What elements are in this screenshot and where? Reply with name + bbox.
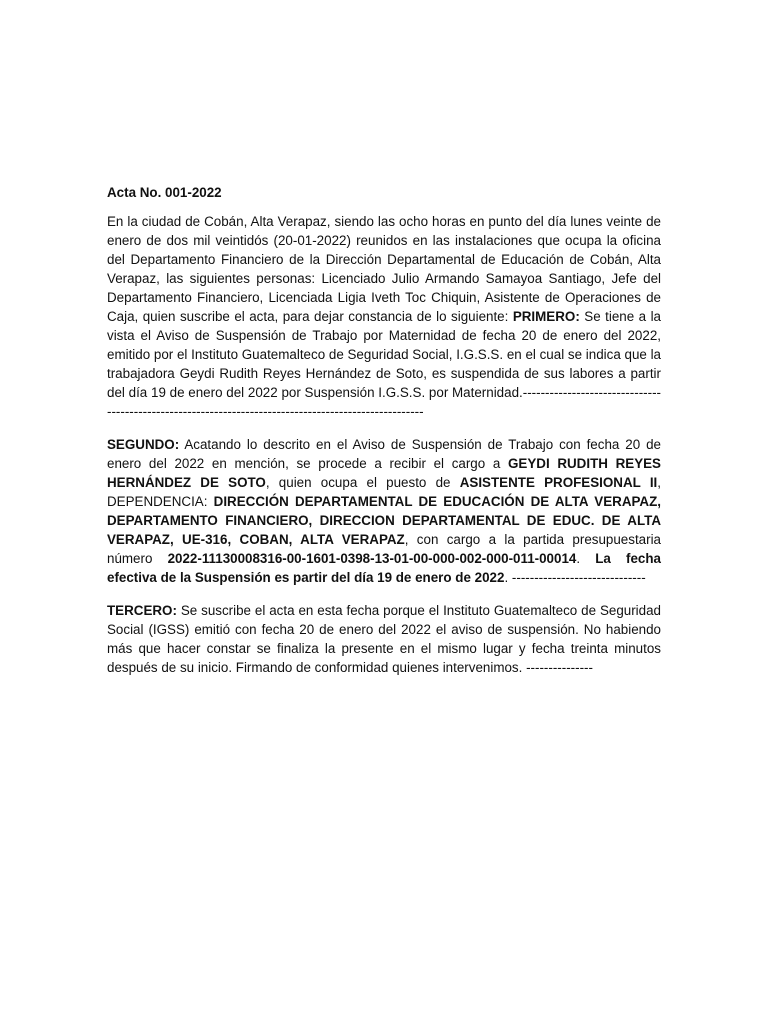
primero-text: Se tiene a la vista el Aviso de Suspensión de Trabajo por Maternidad de fecha 20 de enero del 2022, emitido por el Instituto Guatemalteco de Seguridad Social, I.G.S.S. en el cual se indica que la trabajadora Geydi Rudith Reyes Hernández de Soto, es suspendida de sus labores a partir del día 19 de enero del 2022 por Suspensión I.G.S.S. por Maternidad. xyxy=(107,309,661,400)
intro-text: En la ciudad de Cobán, Alta Verapaz, siendo las ocho horas en punto del día lunes veinte de enero de dos mil veintidós (20-01-2022) reunidos en las instalaciones que ocupa la oficina del Departamento Financiero de la Dirección Departamental de Educación de Cobán, Alta Verapaz, las siguientes personas: Licenciado Julio Armando Samayoa Santiago, Jefe del Departamento Financiero, Licenciada Ligia Iveth Toc Chiquin, Asistente de Operaciones de Caja, quien suscribe el acta, para dejar constancia de lo siguiente: xyxy=(107,214,661,324)
document-title: Acta No. 001-2022 xyxy=(107,185,222,200)
tercero-dashes: --------------- xyxy=(526,660,593,675)
document-body xyxy=(107,183,661,691)
paragraph-tercero xyxy=(107,601,661,677)
paragraph-intro-primero xyxy=(107,212,661,421)
paragraph-segundo xyxy=(107,435,661,587)
segundo-text-4: , con cargo a la partida presupuestaria número xyxy=(107,532,661,566)
position-title: ASISTENTE PROFESIONAL II xyxy=(459,475,658,490)
segundo-label: SEGUNDO: xyxy=(107,437,180,452)
primero-label: PRIMERO: xyxy=(512,309,580,324)
effective-date-statement: La fecha efectiva de la Suspensión es partir del día 19 de enero de 2022 xyxy=(107,551,662,585)
budget-line-number: 2022-11130008316-00-1601-0398-13-01-00-000-002-000-011-00014 xyxy=(167,551,577,566)
tercero-label: TERCERO: xyxy=(107,603,177,618)
primero-dashes: ------------------------------------------------------------------------------------------------------ xyxy=(107,385,661,419)
segundo-text-6: . xyxy=(504,570,509,585)
segundo-text-2: , quien ocupa el puesto de xyxy=(265,475,460,490)
tercero-text: Se suscribe el acta en esta fecha porque el Instituto Guatemalteco de Seguridad Social (IGSS) emitió con fecha 20 de enero del 2022 el aviso de suspensión. No habiendo más que hacer constar se finaliza la presente en el mismo lugar y fecha treinta minutos después de su inicio. Firmando de conformidad quienes intervenimos. xyxy=(107,603,661,675)
segundo-text-1: Acatando lo descrito en el Aviso de Suspensión de Trabajo con fecha 20 de enero del 2022 en mención, se procede a recibir el cargo a xyxy=(107,437,661,471)
dependency-name: DIRECCIÓN DEPARTAMENTAL DE EDUCACIÓN DE ALTA VERAPAZ, DEPARTAMENTO FINANCIERO, DIRECCION DEPARTAMENTAL DE EDUC. DE ALTA VERAPAZ, UE-316, COBAN, ALTA VERAPAZ xyxy=(107,494,661,547)
segundo-text-3: , DEPENDENCIA: xyxy=(107,475,661,509)
worker-name: GEYDI RUDITH REYES HERNÁNDEZ DE SOTO xyxy=(107,456,661,490)
segundo-dashes: ------------------------------ xyxy=(511,570,646,585)
segundo-text-5: . xyxy=(576,551,596,566)
